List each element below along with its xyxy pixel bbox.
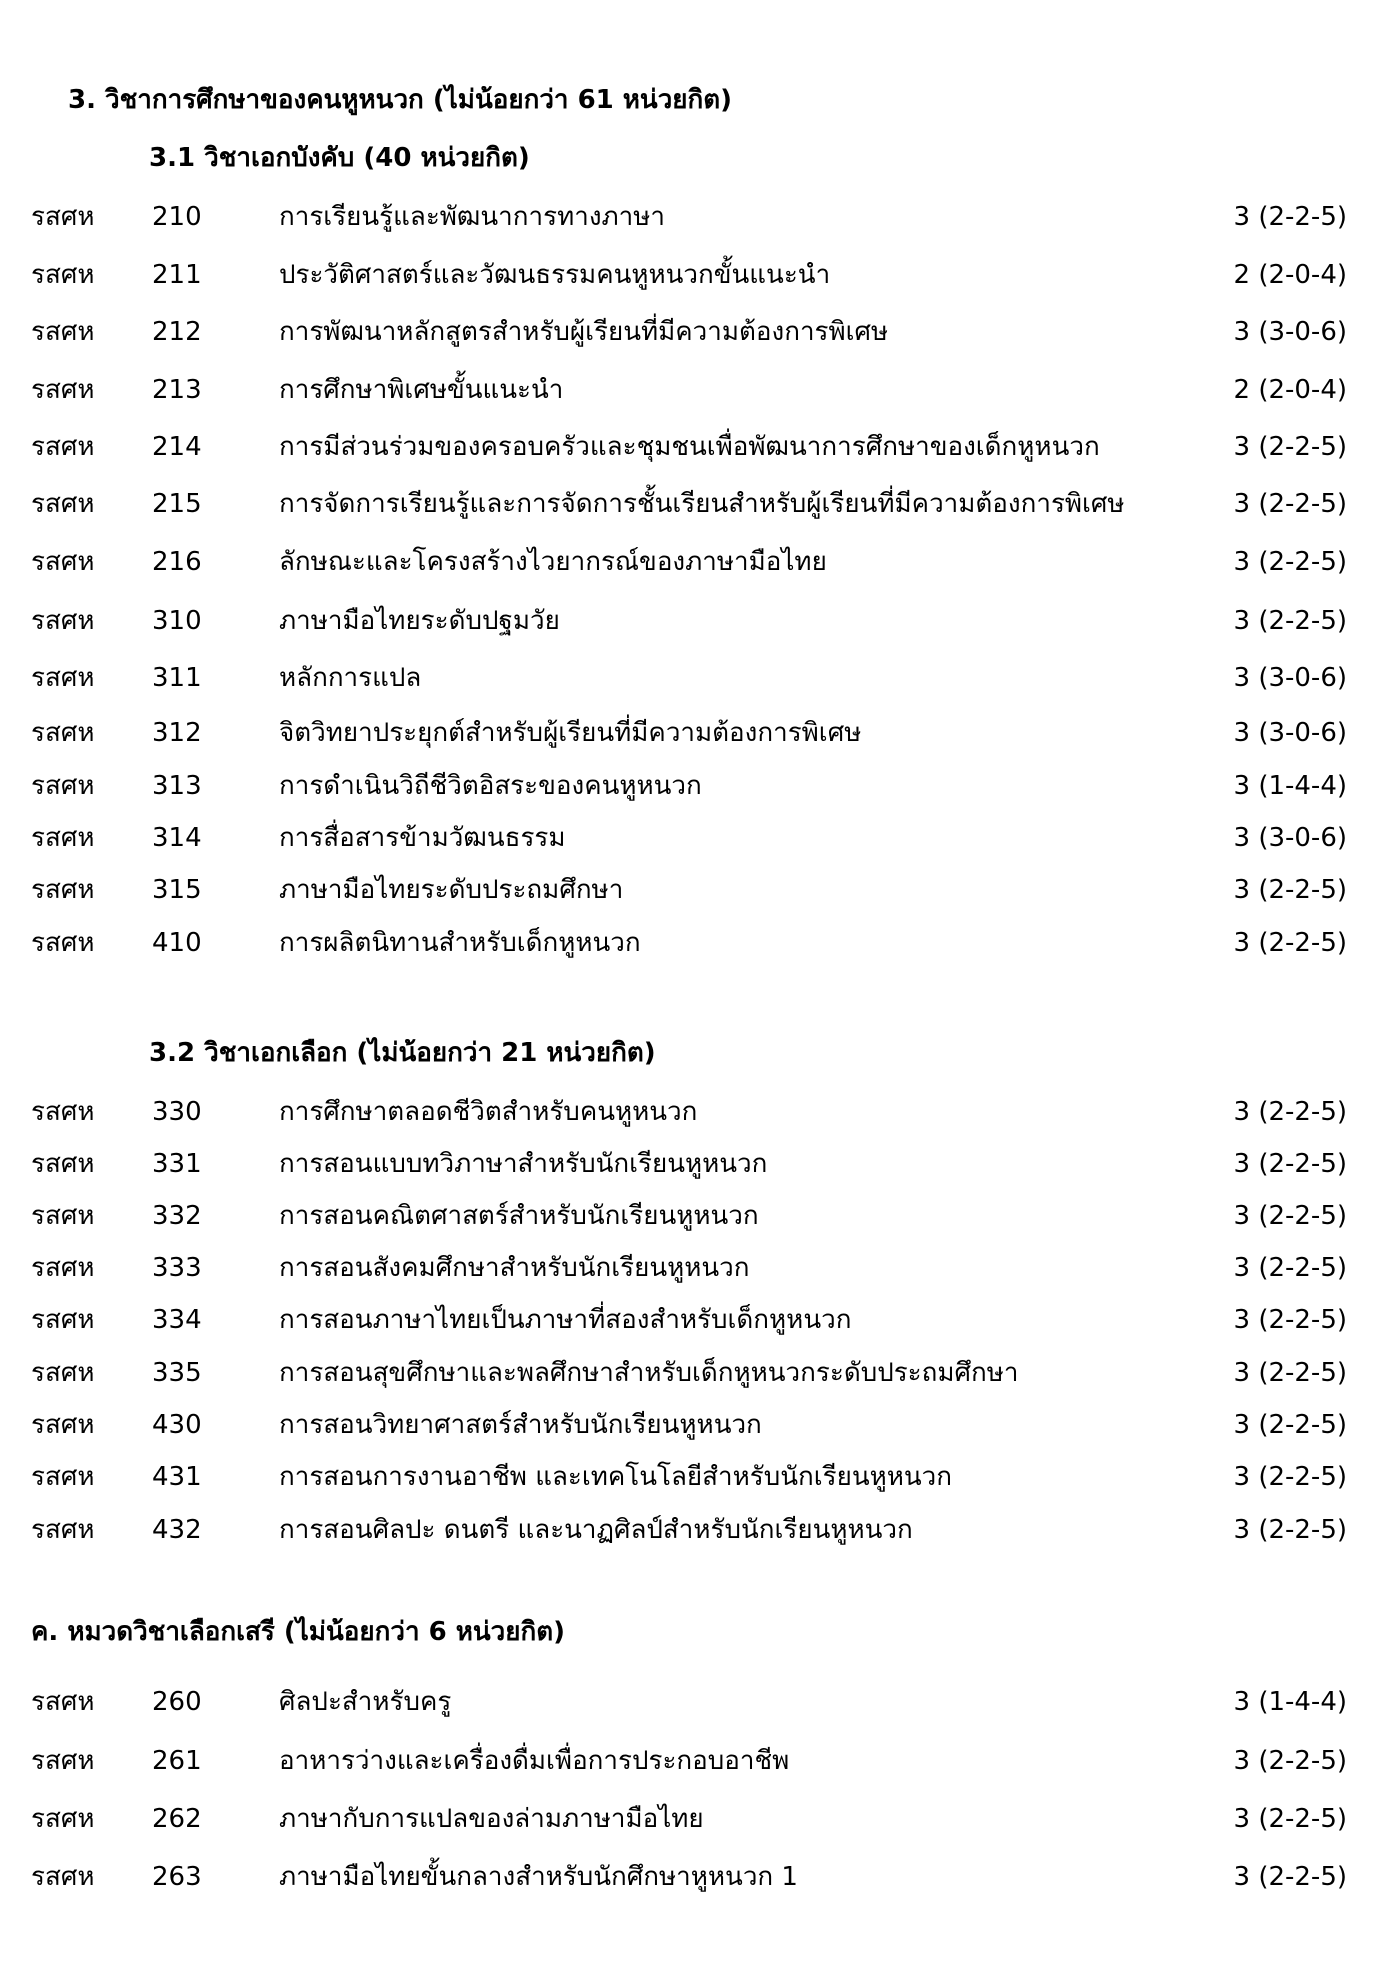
course-code: 260 [152, 1687, 202, 1717]
course-code: 331 [152, 1149, 202, 1179]
course-code: 410 [152, 928, 202, 958]
course-title: ลักษณะและโครงสร้างไวยากรณ์ของภาษามือไทย [279, 547, 827, 577]
course-code: 212 [152, 317, 202, 347]
course-prefix: รสศห [31, 823, 95, 853]
course-prefix: รสศห [31, 1687, 95, 1717]
course-credits: 3 (2-2-5) [1233, 1862, 1347, 1892]
course-title: ภาษากับการแปลของล่ามภาษามือไทย [279, 1804, 704, 1834]
course-credits: 3 (2-2-5) [1233, 606, 1347, 636]
course-row [0, 926, 1383, 960]
course-row [0, 258, 1383, 292]
course-title: การสอนศิลปะ ดนตรี และนาฏศิลป์สำหรับนักเรียนหูหนวก [279, 1515, 913, 1545]
course-prefix: รสศห [31, 1305, 95, 1335]
course-code: 262 [152, 1804, 202, 1834]
free-elective-heading: ค. หมวดวิชาเลือกเสรี (ไม่น้อยกว่า 6 หน่วยกิต) [31, 1617, 565, 1647]
course-credits: 3 (2-2-5) [1233, 432, 1347, 462]
course-code: 310 [152, 606, 202, 636]
course-code: 312 [152, 718, 202, 748]
course-row [0, 1303, 1383, 1337]
course-code: 332 [152, 1201, 202, 1231]
course-prefix: รสศห [31, 1097, 95, 1127]
course-prefix: รสศห [31, 260, 95, 290]
course-prefix: รสศห [31, 1862, 95, 1892]
course-row [0, 1513, 1383, 1547]
required-courses-heading: 3.1 วิชาเอกบังคับ (40 หน่วยกิต) [149, 143, 530, 173]
course-row [0, 1860, 1383, 1894]
course-row [0, 1095, 1383, 1129]
course-credits: 3 (2-2-5) [1233, 1515, 1347, 1545]
course-credits: 3 (3-0-6) [1233, 663, 1347, 693]
course-prefix: รสศห [31, 1746, 95, 1776]
course-credits: 3 (2-2-5) [1233, 1201, 1347, 1231]
course-prefix: รสศห [31, 202, 95, 232]
course-title: การผลิตนิทานสำหรับเด็กหูหนวก [279, 928, 641, 958]
course-title: การศึกษาตลอดชีวิตสำหรับคนหูหนวก [279, 1097, 698, 1127]
course-credits: 3 (2-2-5) [1233, 489, 1347, 519]
course-row [0, 1460, 1383, 1494]
course-row [0, 661, 1383, 695]
course-row [0, 1199, 1383, 1233]
course-title: ศิลปะสำหรับครู [279, 1687, 452, 1717]
course-code: 211 [152, 260, 202, 290]
course-code: 215 [152, 489, 202, 519]
course-title: ภาษามือไทยขั้นกลางสำหรับนักศึกษาหูหนวก 1 [279, 1862, 798, 1892]
course-credits: 3 (1-4-4) [1233, 1687, 1347, 1717]
course-code: 213 [152, 375, 202, 405]
course-title: การสื่อสารข้ามวัฒนธรรม [279, 823, 566, 853]
course-row [0, 873, 1383, 907]
course-prefix: รสศห [31, 432, 95, 462]
course-code: 210 [152, 202, 202, 232]
course-credits: 3 (3-0-6) [1233, 823, 1347, 853]
course-prefix: รสศห [31, 875, 95, 905]
course-code: 214 [152, 432, 202, 462]
course-credits: 3 (2-2-5) [1233, 1305, 1347, 1335]
course-credits: 3 (2-2-5) [1233, 1253, 1347, 1283]
course-code: 432 [152, 1515, 202, 1545]
course-title: การมีส่วนร่วมของครอบครัวและชุมชนเพื่อพัฒนาการศึกษาของเด็กหูหนวก [279, 432, 1100, 462]
course-code: 313 [152, 771, 202, 801]
course-title: การสอนแบบทวิภาษาสำหรับนักเรียนหูหนวก [279, 1149, 768, 1179]
course-title: การสอนสุขศึกษาและพลศึกษาสำหรับเด็กหูหนวกระดับประถมศึกษา [279, 1358, 1019, 1388]
elective-courses-heading: 3.2 วิชาเอกเลือก (ไม่น้อยกว่า 21 หน่วยกิต) [149, 1038, 656, 1068]
course-credits: 3 (2-2-5) [1233, 1410, 1347, 1440]
course-row [0, 1408, 1383, 1442]
course-code: 263 [152, 1862, 202, 1892]
course-title: อาหารว่างและเครื่องดื่มเพื่อการประกอบอาชีพ [279, 1746, 790, 1776]
course-row [0, 315, 1383, 349]
course-prefix: รสศห [31, 1515, 95, 1545]
course-prefix: รสศห [31, 771, 95, 801]
course-code: 261 [152, 1746, 202, 1776]
course-title: การสอนคณิตศาสตร์สำหรับนักเรียนหูหนวก [279, 1201, 759, 1231]
course-prefix: รสศห [31, 928, 95, 958]
course-row [0, 1802, 1383, 1836]
course-row [0, 821, 1383, 855]
course-title: การสอนวิทยาศาสตร์สำหรับนักเรียนหูหนวก [279, 1410, 762, 1440]
course-prefix: รสศห [31, 489, 95, 519]
course-title: การพัฒนาหลักสูตรสำหรับผู้เรียนที่มีความต้องการพิเศษ [279, 317, 889, 347]
course-prefix: รสศห [31, 606, 95, 636]
course-prefix: รสศห [31, 1253, 95, 1283]
course-credits: 3 (2-2-5) [1233, 547, 1347, 577]
course-row [0, 200, 1383, 234]
course-prefix: รสศห [31, 1410, 95, 1440]
course-code: 315 [152, 875, 202, 905]
course-code: 311 [152, 663, 202, 693]
course-credits: 3 (2-2-5) [1233, 1462, 1347, 1492]
course-credits: 3 (1-4-4) [1233, 771, 1347, 801]
course-row [0, 430, 1383, 464]
course-row [0, 1147, 1383, 1181]
course-title: การเรียนรู้และพัฒนาการทางภาษา [279, 202, 666, 232]
course-row [0, 716, 1383, 750]
course-code: 314 [152, 823, 202, 853]
course-credits: 3 (2-2-5) [1233, 875, 1347, 905]
course-credits: 3 (2-2-5) [1233, 928, 1347, 958]
course-prefix: รสศห [31, 1462, 95, 1492]
course-prefix: รสศห [31, 718, 95, 748]
course-title: ภาษามือไทยระดับประถมศึกษา [279, 875, 624, 905]
course-title: ภาษามือไทยระดับปฐมวัย [279, 606, 560, 636]
course-credits: 3 (2-2-5) [1233, 1149, 1347, 1179]
course-prefix: รสศห [31, 663, 95, 693]
course-row [0, 769, 1383, 803]
course-title: การศึกษาพิเศษขั้นแนะนำ [279, 375, 564, 405]
course-credits: 3 (2-2-5) [1233, 1746, 1347, 1776]
course-credits: 3 (2-2-5) [1233, 1804, 1347, 1834]
course-row [0, 545, 1383, 579]
course-code: 335 [152, 1358, 202, 1388]
course-code: 333 [152, 1253, 202, 1283]
course-title: การสอนสังคมศึกษาสำหรับนักเรียนหูหนวก [279, 1253, 750, 1283]
course-prefix: รสศห [31, 317, 95, 347]
course-code: 216 [152, 547, 202, 577]
course-title: การดำเนินวิถีชีวิตอิสระของคนหูหนวก [279, 771, 702, 801]
course-credits: 3 (2-2-5) [1233, 1097, 1347, 1127]
course-title: การสอนการงานอาชีพ และเทคโนโลยีสำหรับนักเรียนหูหนวก [279, 1462, 952, 1492]
course-prefix: รสศห [31, 547, 95, 577]
course-title: จิตวิทยาประยุกต์สำหรับผู้เรียนที่มีความต้องการพิเศษ [279, 718, 862, 748]
course-row [0, 487, 1383, 521]
course-row [0, 604, 1383, 638]
course-title: ประวัติศาสตร์และวัฒนธรรมคนหูหนวกขั้นแนะนำ [279, 260, 831, 290]
course-row [0, 1685, 1383, 1719]
course-row [0, 1251, 1383, 1285]
course-credits: 3 (3-0-6) [1233, 317, 1347, 347]
course-prefix: รสศห [31, 1149, 95, 1179]
section-3-heading: 3. วิชาการศึกษาของคนหูหนวก (ไม่น้อยกว่า 61 หน่วยกิต) [68, 85, 733, 115]
course-credits: 3 (2-2-5) [1233, 202, 1347, 232]
course-title: การสอนภาษาไทยเป็นภาษาที่สองสำหรับเด็กหูหนวก [279, 1305, 852, 1335]
course-code: 430 [152, 1410, 202, 1440]
course-row [0, 1744, 1383, 1778]
course-code: 431 [152, 1462, 202, 1492]
course-title: การจัดการเรียนรู้และการจัดการชั้นเรียนสำหรับผู้เรียนที่มีความต้องการพิเศษ [279, 489, 1125, 519]
course-prefix: รสศห [31, 375, 95, 405]
course-row [0, 373, 1383, 407]
course-credits: 3 (2-2-5) [1233, 1358, 1347, 1388]
course-prefix: รสศห [31, 1358, 95, 1388]
course-row [0, 1356, 1383, 1390]
course-credits: 2 (2-0-4) [1233, 260, 1347, 290]
course-prefix: รสศห [31, 1804, 95, 1834]
course-prefix: รสศห [31, 1201, 95, 1231]
course-code: 334 [152, 1305, 202, 1335]
course-credits: 2 (2-0-4) [1233, 375, 1347, 405]
course-credits: 3 (3-0-6) [1233, 718, 1347, 748]
course-title: หลักการแปล [279, 663, 422, 693]
course-code: 330 [152, 1097, 202, 1127]
